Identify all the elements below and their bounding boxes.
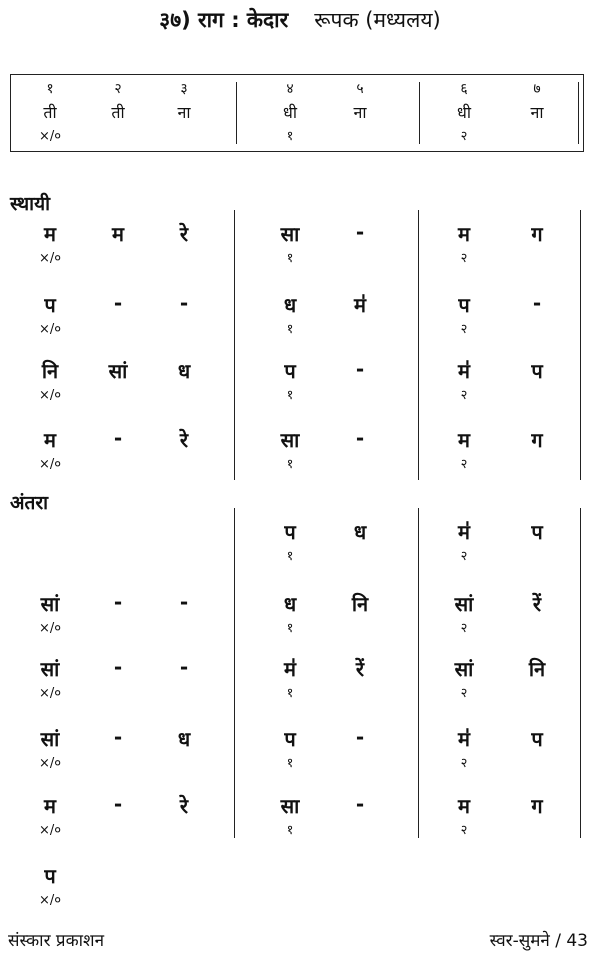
swara-note: प <box>531 520 543 544</box>
swara-note: - <box>179 655 189 679</box>
swara-note: सां <box>40 592 60 616</box>
swara-note: म <box>458 222 470 246</box>
taal-mark: २ <box>460 621 468 636</box>
swara-note: - <box>179 291 189 315</box>
swara-note: रे <box>179 222 189 246</box>
swara-note: - <box>113 426 123 450</box>
swara-note: म॑ <box>458 359 470 383</box>
swara-note: ग <box>531 222 543 246</box>
taal-mark: ×/० <box>38 823 62 838</box>
taal-mark: २ <box>460 457 468 472</box>
swara-note: - <box>113 725 123 749</box>
notation-divider <box>234 508 235 838</box>
swara-note: प <box>458 293 470 317</box>
swara-note: रे <box>179 428 189 452</box>
swara-note: रें <box>532 592 542 616</box>
swara-note: - <box>355 426 365 450</box>
taal-mark: १ <box>286 756 294 771</box>
section-label-antara: अंतरा <box>10 492 49 514</box>
taal-mark: २ <box>460 823 468 838</box>
taal-mark: १ <box>286 322 294 337</box>
swara-note: सां <box>40 727 60 751</box>
header-right-double-line <box>578 82 579 144</box>
swara-note: म॑ <box>354 293 366 317</box>
swara-note: सा <box>280 794 300 818</box>
taal-mark: १ <box>286 686 294 701</box>
notation-right-border <box>580 210 581 480</box>
theka-bol: ना <box>530 103 544 122</box>
swara-note: - <box>113 655 123 679</box>
swara-note: ध <box>177 359 191 383</box>
swara-note: प <box>44 293 56 317</box>
swara-note: म॑ <box>458 727 470 751</box>
swara-note: नि <box>351 592 369 616</box>
taal-mark: २ <box>460 251 468 266</box>
swara-note: नि <box>41 359 59 383</box>
swara-note: प <box>284 359 296 383</box>
swara-note: ध <box>353 520 367 544</box>
swara-note: ध <box>283 592 297 616</box>
swara-note: - <box>355 220 365 244</box>
beat-number: १ <box>46 81 54 97</box>
page-title <box>0 6 600 34</box>
header-divider <box>236 82 237 144</box>
swara-note: म <box>112 222 124 246</box>
swara-note: नि <box>528 657 546 681</box>
taal-mark: ×/० <box>38 388 62 403</box>
theka-bol: ती <box>43 103 57 122</box>
beat-number: २ <box>114 81 122 97</box>
beat-number: ६ <box>460 81 468 97</box>
notation-divider <box>418 210 419 480</box>
swara-note: ध <box>177 727 191 751</box>
swara-note: - <box>355 357 365 381</box>
notation-right-border <box>580 508 581 838</box>
beat-number: ४ <box>286 81 294 97</box>
swara-note: ग <box>531 428 543 452</box>
raga-title: ३७) राग : केदार <box>159 8 289 32</box>
swara-note: सां <box>454 657 474 681</box>
swara-note: म <box>44 428 56 452</box>
taal-mark: १ <box>286 129 294 144</box>
taal-mark: २ <box>460 388 468 403</box>
taal-mark: ×/० <box>38 129 62 144</box>
notation-divider <box>234 210 235 480</box>
swara-note: सा <box>280 222 300 246</box>
header-divider <box>419 82 420 144</box>
taal-mark: ×/० <box>38 756 62 771</box>
swara-note: म <box>44 222 56 246</box>
swara-note: - <box>532 291 542 315</box>
taal-mark: १ <box>286 457 294 472</box>
taal-subtitle: रूपक (मध्यलय) <box>314 8 441 32</box>
swara-note: सा <box>280 428 300 452</box>
swara-note: प <box>44 864 56 888</box>
taal-mark: ×/० <box>38 893 62 908</box>
theka-bol: ती <box>111 103 125 122</box>
publisher-name: संस्कार प्रकाशन <box>8 931 105 951</box>
theka-bol: ना <box>353 103 367 122</box>
swara-note: ग <box>531 794 543 818</box>
swara-note: प <box>284 520 296 544</box>
taal-mark: ×/० <box>38 621 62 636</box>
swara-note: ध <box>283 293 297 317</box>
taal-mark: ×/० <box>38 322 62 337</box>
taal-mark: १ <box>286 823 294 838</box>
swara-note: म <box>458 428 470 452</box>
swara-note: रे <box>179 794 189 818</box>
swara-note: म॑ <box>458 520 470 544</box>
swara-note: म <box>458 794 470 818</box>
beat-number: ७ <box>533 81 541 97</box>
beat-number: ३ <box>180 81 188 97</box>
taal-mark: १ <box>286 621 294 636</box>
swara-note: - <box>179 590 189 614</box>
taal-mark: १ <box>286 251 294 266</box>
taal-mark: ×/० <box>38 251 62 266</box>
taal-mark: ×/० <box>38 457 62 472</box>
swara-note: सां <box>108 359 128 383</box>
notation-divider <box>418 508 419 838</box>
swara-note: प <box>531 359 543 383</box>
swara-note: - <box>113 291 123 315</box>
taal-mark: २ <box>460 686 468 701</box>
swara-note: - <box>355 792 365 816</box>
swara-note: प <box>284 727 296 751</box>
beat-number: ५ <box>356 81 364 97</box>
taal-mark: २ <box>460 756 468 771</box>
taal-mark: १ <box>286 388 294 403</box>
swara-note: म॑ <box>284 657 296 681</box>
theka-bol: धी <box>457 103 471 122</box>
book-page-number: स्वर-सुमने / 43 <box>489 931 588 951</box>
taal-mark: ×/० <box>38 686 62 701</box>
swara-note: सां <box>40 657 60 681</box>
swara-note: - <box>113 792 123 816</box>
taal-mark: १ <box>286 549 294 564</box>
swara-note: म <box>44 794 56 818</box>
section-label-sthayi: स्थायी <box>10 193 51 215</box>
swara-note: रें <box>355 657 365 681</box>
taal-mark: २ <box>460 549 468 564</box>
taal-mark: २ <box>460 322 468 337</box>
swara-note: सां <box>454 592 474 616</box>
theka-bol: ना <box>177 103 191 122</box>
swara-note: - <box>355 725 365 749</box>
theka-bol: धी <box>283 103 297 122</box>
swara-note: - <box>113 590 123 614</box>
taal-mark: २ <box>460 129 468 144</box>
swara-note: प <box>531 727 543 751</box>
